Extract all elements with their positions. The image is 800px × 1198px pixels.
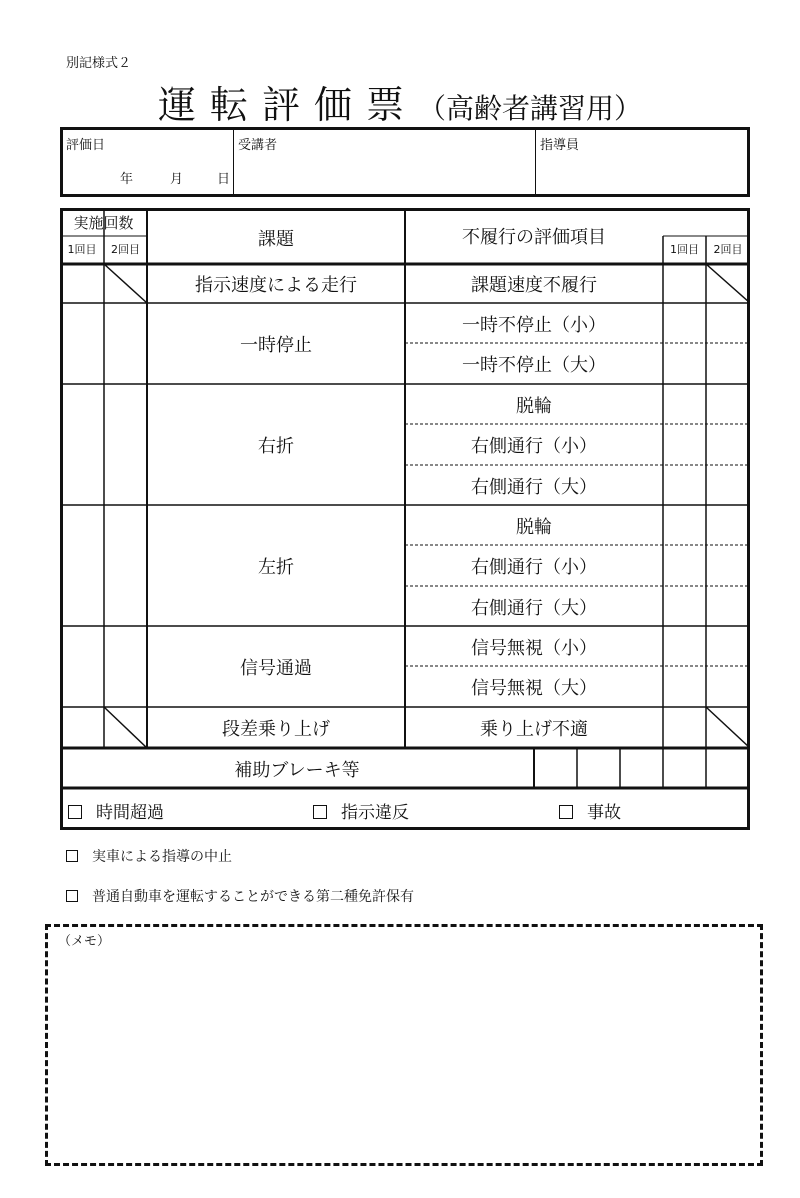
checkbox-icon[interactable] bbox=[66, 850, 78, 862]
item-stop-large: 一時不停止（大） bbox=[462, 355, 606, 376]
item-left-wheel: 脱輪 bbox=[516, 517, 552, 538]
checkbox-icon[interactable] bbox=[66, 890, 78, 902]
title-sub: （高齢者講習用） bbox=[418, 92, 643, 125]
item-header: 不履行の評価項目 bbox=[462, 227, 606, 248]
evaluation-date-label: 評価日 bbox=[66, 138, 106, 153]
check-license[interactable] bbox=[66, 886, 414, 906]
brake-label: 補助ブレーキ等 bbox=[234, 760, 360, 781]
item-signal-large: 信号無視（大） bbox=[471, 678, 597, 699]
evaluation-date-cell[interactable] bbox=[63, 130, 233, 194]
task-stop: 一時停止 bbox=[240, 335, 312, 356]
header-box bbox=[60, 127, 750, 197]
task-header: 課題 bbox=[258, 229, 294, 250]
second-time-header-right: 2回目 bbox=[713, 243, 743, 256]
item-left-side-large: 右側通行（大） bbox=[471, 598, 597, 619]
item-right-side-small: 右側通行（小） bbox=[471, 436, 597, 457]
title-main: 運転評価票 bbox=[157, 83, 418, 127]
item-left-side-small: 右側通行（小） bbox=[471, 557, 597, 578]
check-time-over[interactable] bbox=[68, 798, 164, 823]
evaluation-table bbox=[60, 208, 750, 830]
license-label: 普通自動車を運転することができる第二種免許保有 bbox=[92, 889, 414, 905]
check-stop-guidance[interactable] bbox=[66, 846, 232, 866]
check-instruction-violation[interactable] bbox=[313, 798, 409, 823]
divider bbox=[535, 130, 536, 194]
trainee-label: 受講者 bbox=[238, 138, 278, 153]
task-step: 段差乗り上げ bbox=[222, 719, 330, 740]
checkbox-icon[interactable] bbox=[559, 805, 573, 819]
task-right-turn: 右折 bbox=[258, 436, 294, 457]
item-right-wheel: 脱輪 bbox=[516, 396, 552, 417]
task-speed: 指示速度による走行 bbox=[195, 275, 357, 296]
item-step: 乗り上げ不適 bbox=[480, 719, 588, 740]
year-label: 年 bbox=[120, 172, 134, 187]
check-instruction-label: 指示違反 bbox=[341, 803, 409, 823]
check-time-label: 時間超過 bbox=[96, 803, 164, 823]
item-right-side-large: 右側通行（大） bbox=[471, 477, 597, 498]
item-stop-small: 一時不停止（小） bbox=[462, 315, 606, 336]
first-time-header: 1回目 bbox=[67, 243, 97, 256]
instructor-label: 指導員 bbox=[540, 138, 580, 153]
divider bbox=[233, 130, 234, 194]
memo-label: （メモ） bbox=[58, 934, 111, 949]
item-speed: 課題速度不履行 bbox=[471, 275, 597, 296]
form-id: 別記様式２ bbox=[66, 56, 132, 71]
month-label: 月 bbox=[170, 172, 184, 187]
instructor-cell[interactable] bbox=[537, 130, 747, 194]
item-signal-small: 信号無視（小） bbox=[471, 638, 597, 659]
trainee-cell[interactable] bbox=[235, 130, 535, 194]
page-title bbox=[0, 74, 800, 129]
checkbox-icon[interactable] bbox=[313, 805, 327, 819]
memo-box[interactable] bbox=[45, 924, 763, 1166]
count-header: 実施回数 bbox=[73, 214, 134, 232]
task-left-turn: 左折 bbox=[258, 557, 294, 578]
day-label: 日 bbox=[217, 172, 231, 187]
first-time-header-right: 1回目 bbox=[670, 243, 699, 256]
check-accident-label: 事故 bbox=[587, 803, 621, 823]
stop-guidance-label: 実車による指導の中止 bbox=[92, 849, 232, 865]
check-accident[interactable] bbox=[559, 798, 621, 823]
second-time-header: 2回目 bbox=[111, 243, 140, 256]
checkbox-icon[interactable] bbox=[68, 805, 82, 819]
task-signal: 信号通過 bbox=[240, 658, 312, 679]
